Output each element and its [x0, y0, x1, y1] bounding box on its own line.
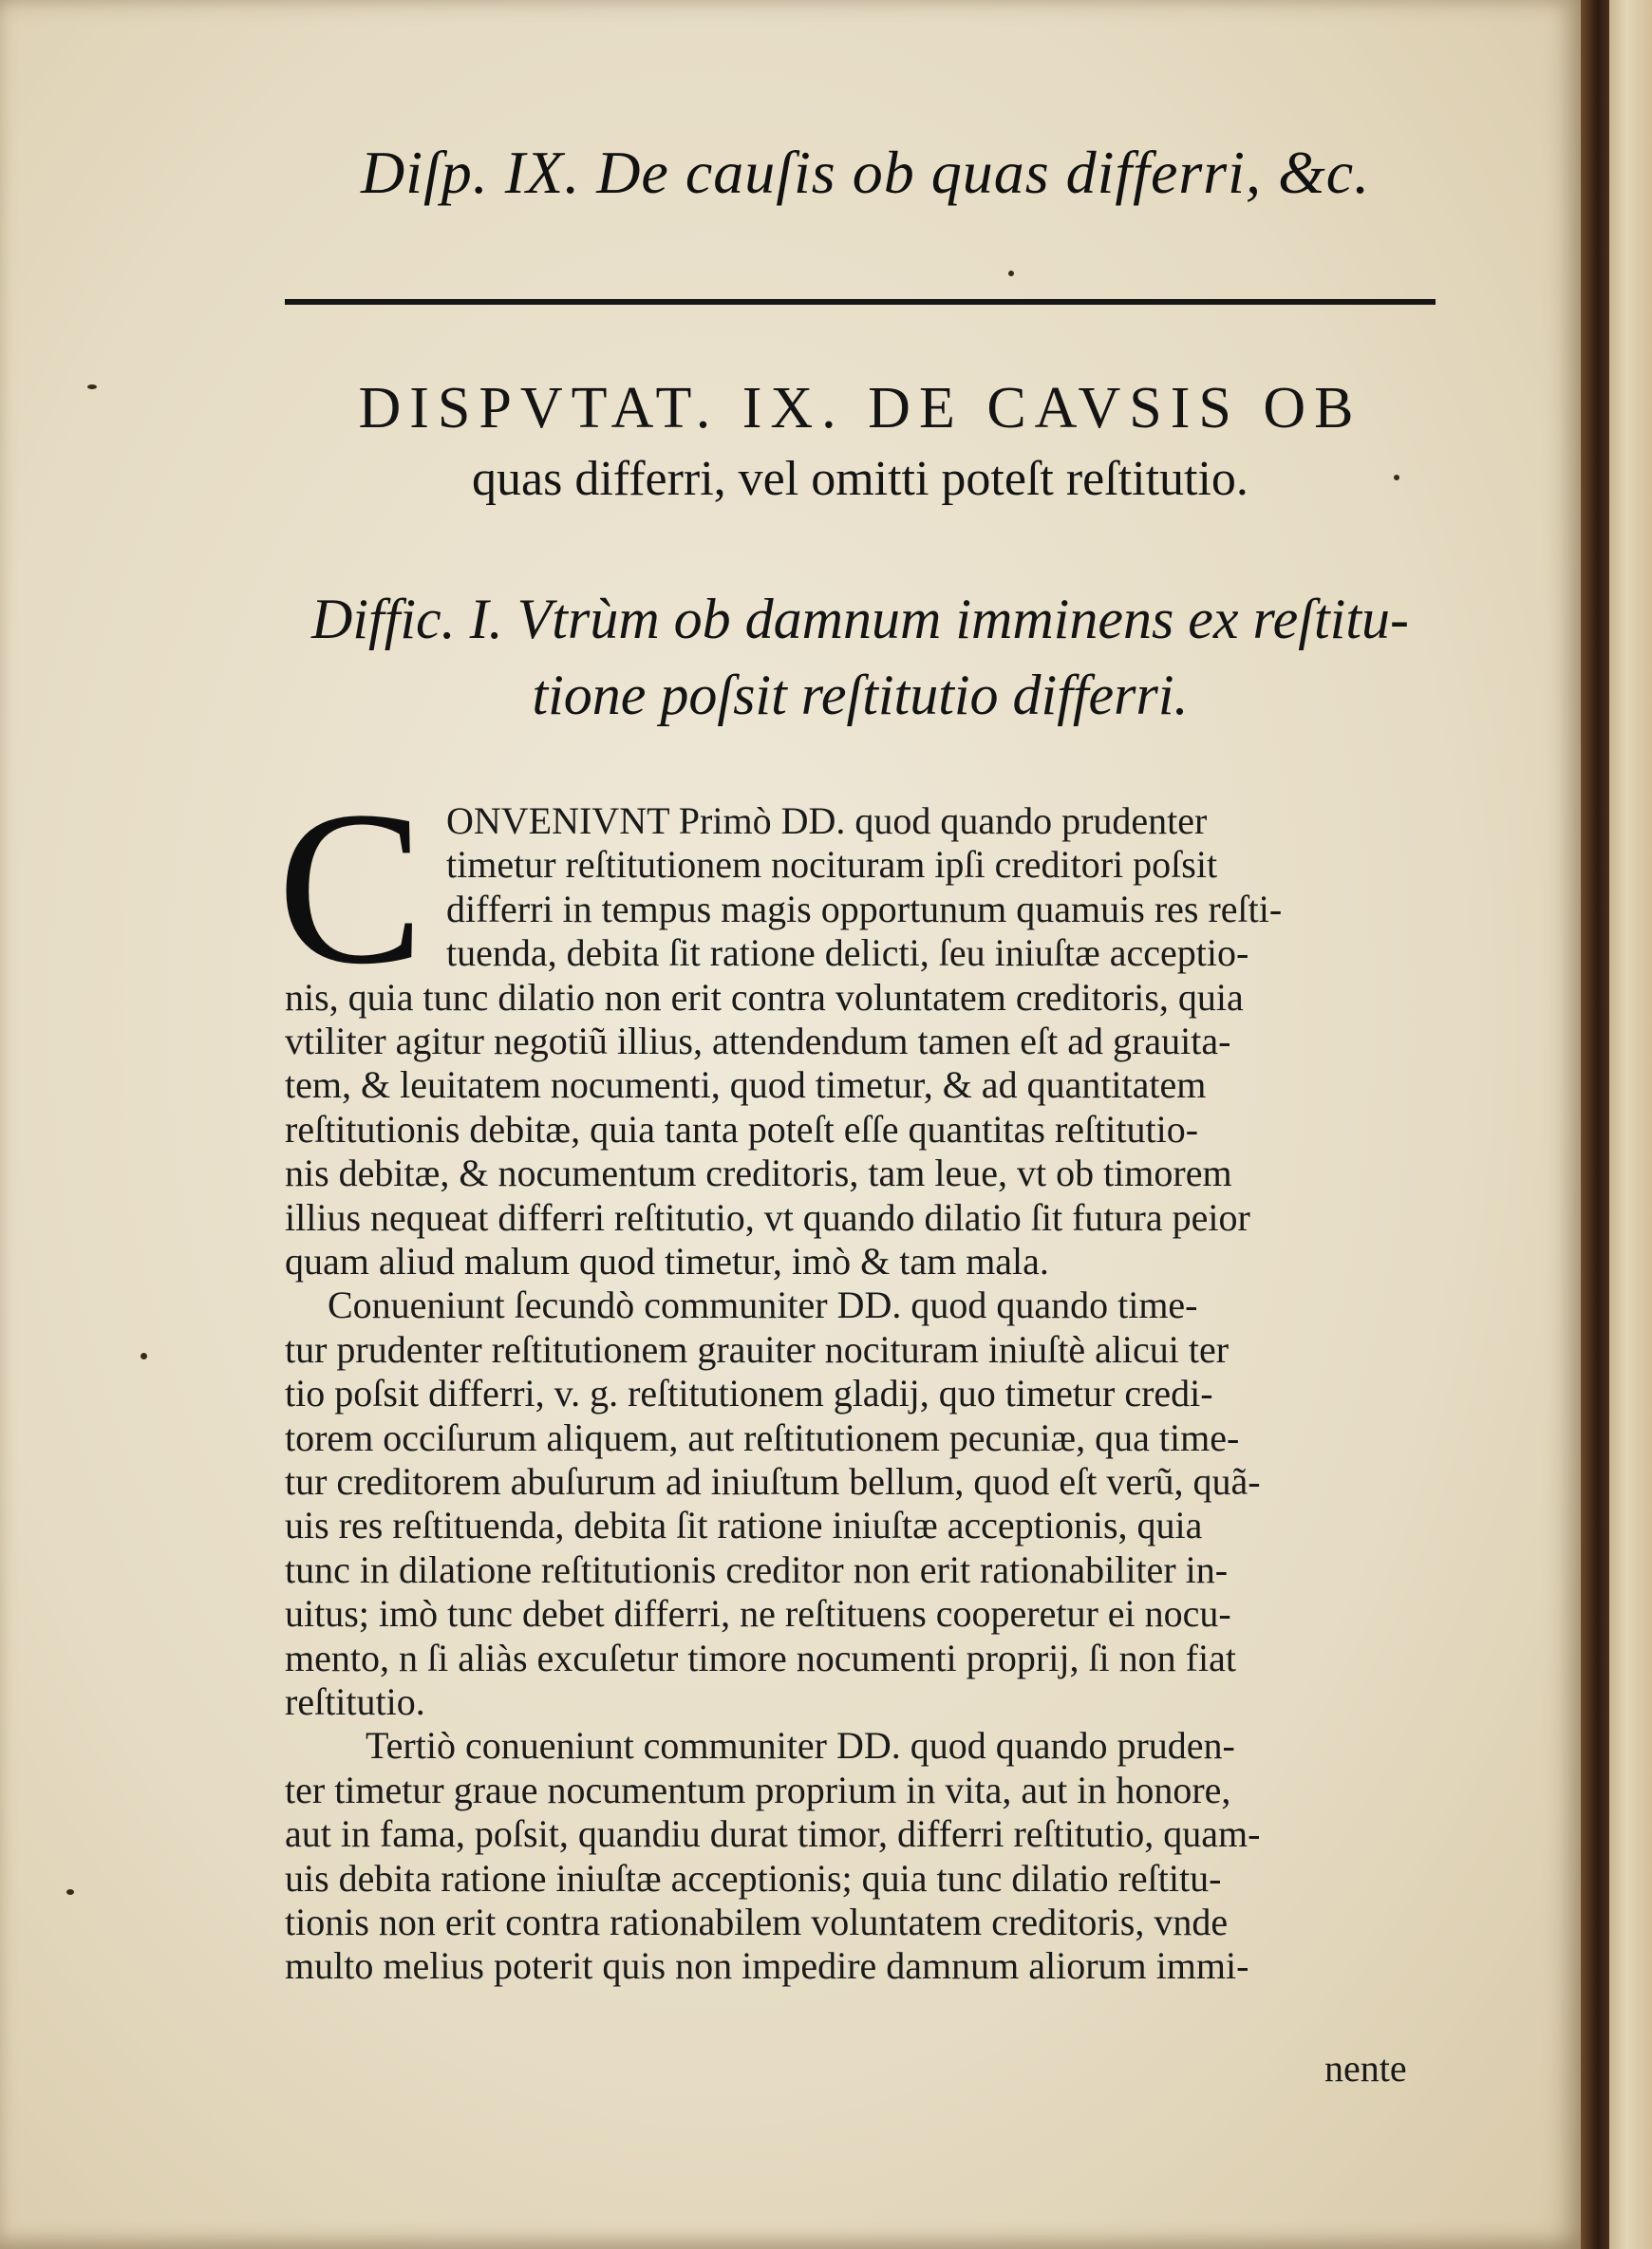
body-line: nis debitæ, & nocumentum creditoris, tam leue, vt ob timorem [285, 1152, 1232, 1195]
body-line: Tertiò conueniunt communiter DD. quod quando pruden- [366, 1724, 1235, 1768]
body-line: vtiliter agitur negotiũ illius, attendendum tamen eſt ad grauita- [285, 1020, 1231, 1062]
body-line: uis res reſtituenda, debita ſit ratione iniuſtæ acceptionis, quia [285, 1504, 1203, 1547]
body-line: uitus; imò tunc debet differri, ne reſtituens cooperetur ei nocu- [285, 1592, 1231, 1636]
catchword: nente [1324, 2047, 1407, 2090]
body-line: nis, quia tunc dilatio non erit contra voluntatem creditoris, quia [285, 975, 1244, 1019]
body-line: tionis non erit contra rationabilem voluntatem creditoris, vnde [285, 1901, 1229, 1943]
body-line: tem, & leuitatem nocumenti, quod timetur, & ad quantitatem [285, 1063, 1207, 1107]
foxing-spot [87, 384, 97, 389]
header-rule [285, 299, 1436, 305]
body-line: timetur reſtitutionem nocituram ipſi creditori poſsit [446, 843, 1218, 887]
difficulty-heading-line-2: tione poſsit reſtitutio differri. [532, 664, 1189, 726]
body-line: differri in tempus magis opportunum quamuis res reſti- [446, 887, 1283, 930]
running-head: Diſp. IX. De cauſis ob quas differri, &c. [361, 139, 1371, 206]
foxing-spot [141, 1353, 147, 1359]
body-line: reſtitutionis debitæ, quia tanta poteſt eſſe quantitas reſtitutio- [285, 1107, 1199, 1151]
body-line: tio poſsit differri, v. g. reſtitutionem gladij, quo timetur credi- [285, 1372, 1213, 1415]
facing-page-edge [1609, 0, 1652, 2249]
drop-cap: C [277, 766, 424, 1010]
foxing-spot [1008, 271, 1014, 276]
body-line: reſtitutio. [285, 1680, 425, 1723]
body-line: tunc in dilatione reſtitutionis creditor non erit rationabiliter in- [285, 1547, 1229, 1591]
foxing-spot [1394, 475, 1399, 480]
difficulty-heading-line-1: Diffic. I. Vtrùm ob damnum imminens ex reſtitu- [311, 588, 1409, 650]
body-line: illius nequeat differri reſtitutio, vt quando dilatio ſit futura peior [285, 1195, 1250, 1239]
body-line: tur prudenter reſtitutionem grauiter nocituram iniuſtè alicui ter [285, 1327, 1230, 1371]
body-line: aut in fama, poſsit, quandiu durat timor, differri reſtitutio, quam- [285, 1812, 1261, 1856]
disputation-subtitle: quas differri, vel omitti poteſt reſtitutio. [472, 452, 1248, 506]
body-line: torem occiſurum aliquem, aut reſtitutionem pecuniæ, qua time- [285, 1415, 1240, 1459]
body-line: ter timetur graue nocumentum proprium in vita, aut in honore, [285, 1768, 1231, 1811]
body-line: tur creditorem abuſurum ad iniuſtum bellum, quod eſt verũ, quã- [285, 1460, 1261, 1503]
body-line: mento, n ſi aliàs excuſetur timore nocumenti proprij, ſi non fiat [285, 1636, 1236, 1679]
book-gutter [1581, 0, 1609, 2249]
body-line: multo melius poterit quis non impedire damnum aliorum immi- [285, 1944, 1249, 1988]
foxing-spot [66, 1889, 74, 1895]
body-line: ONVENIVNT Primò DD. quod quando prudenter [446, 799, 1208, 842]
body-line: Conueniunt ſecundò communiter DD. quod quando time- [328, 1284, 1198, 1327]
body-line: uis debita ratione iniuſtæ acceptionis; quia tunc dilatio reſtitu- [285, 1856, 1222, 1900]
disputation-title: DISPVTAT. IX. DE CAVSIS OB [358, 376, 1362, 440]
body-line: quam aliud malum quod timetur, imò & tam mala. [285, 1240, 1049, 1283]
body-line: tuenda, debita ſit ratione delicti, ſeu iniuſtæ acceptio- [446, 931, 1249, 975]
